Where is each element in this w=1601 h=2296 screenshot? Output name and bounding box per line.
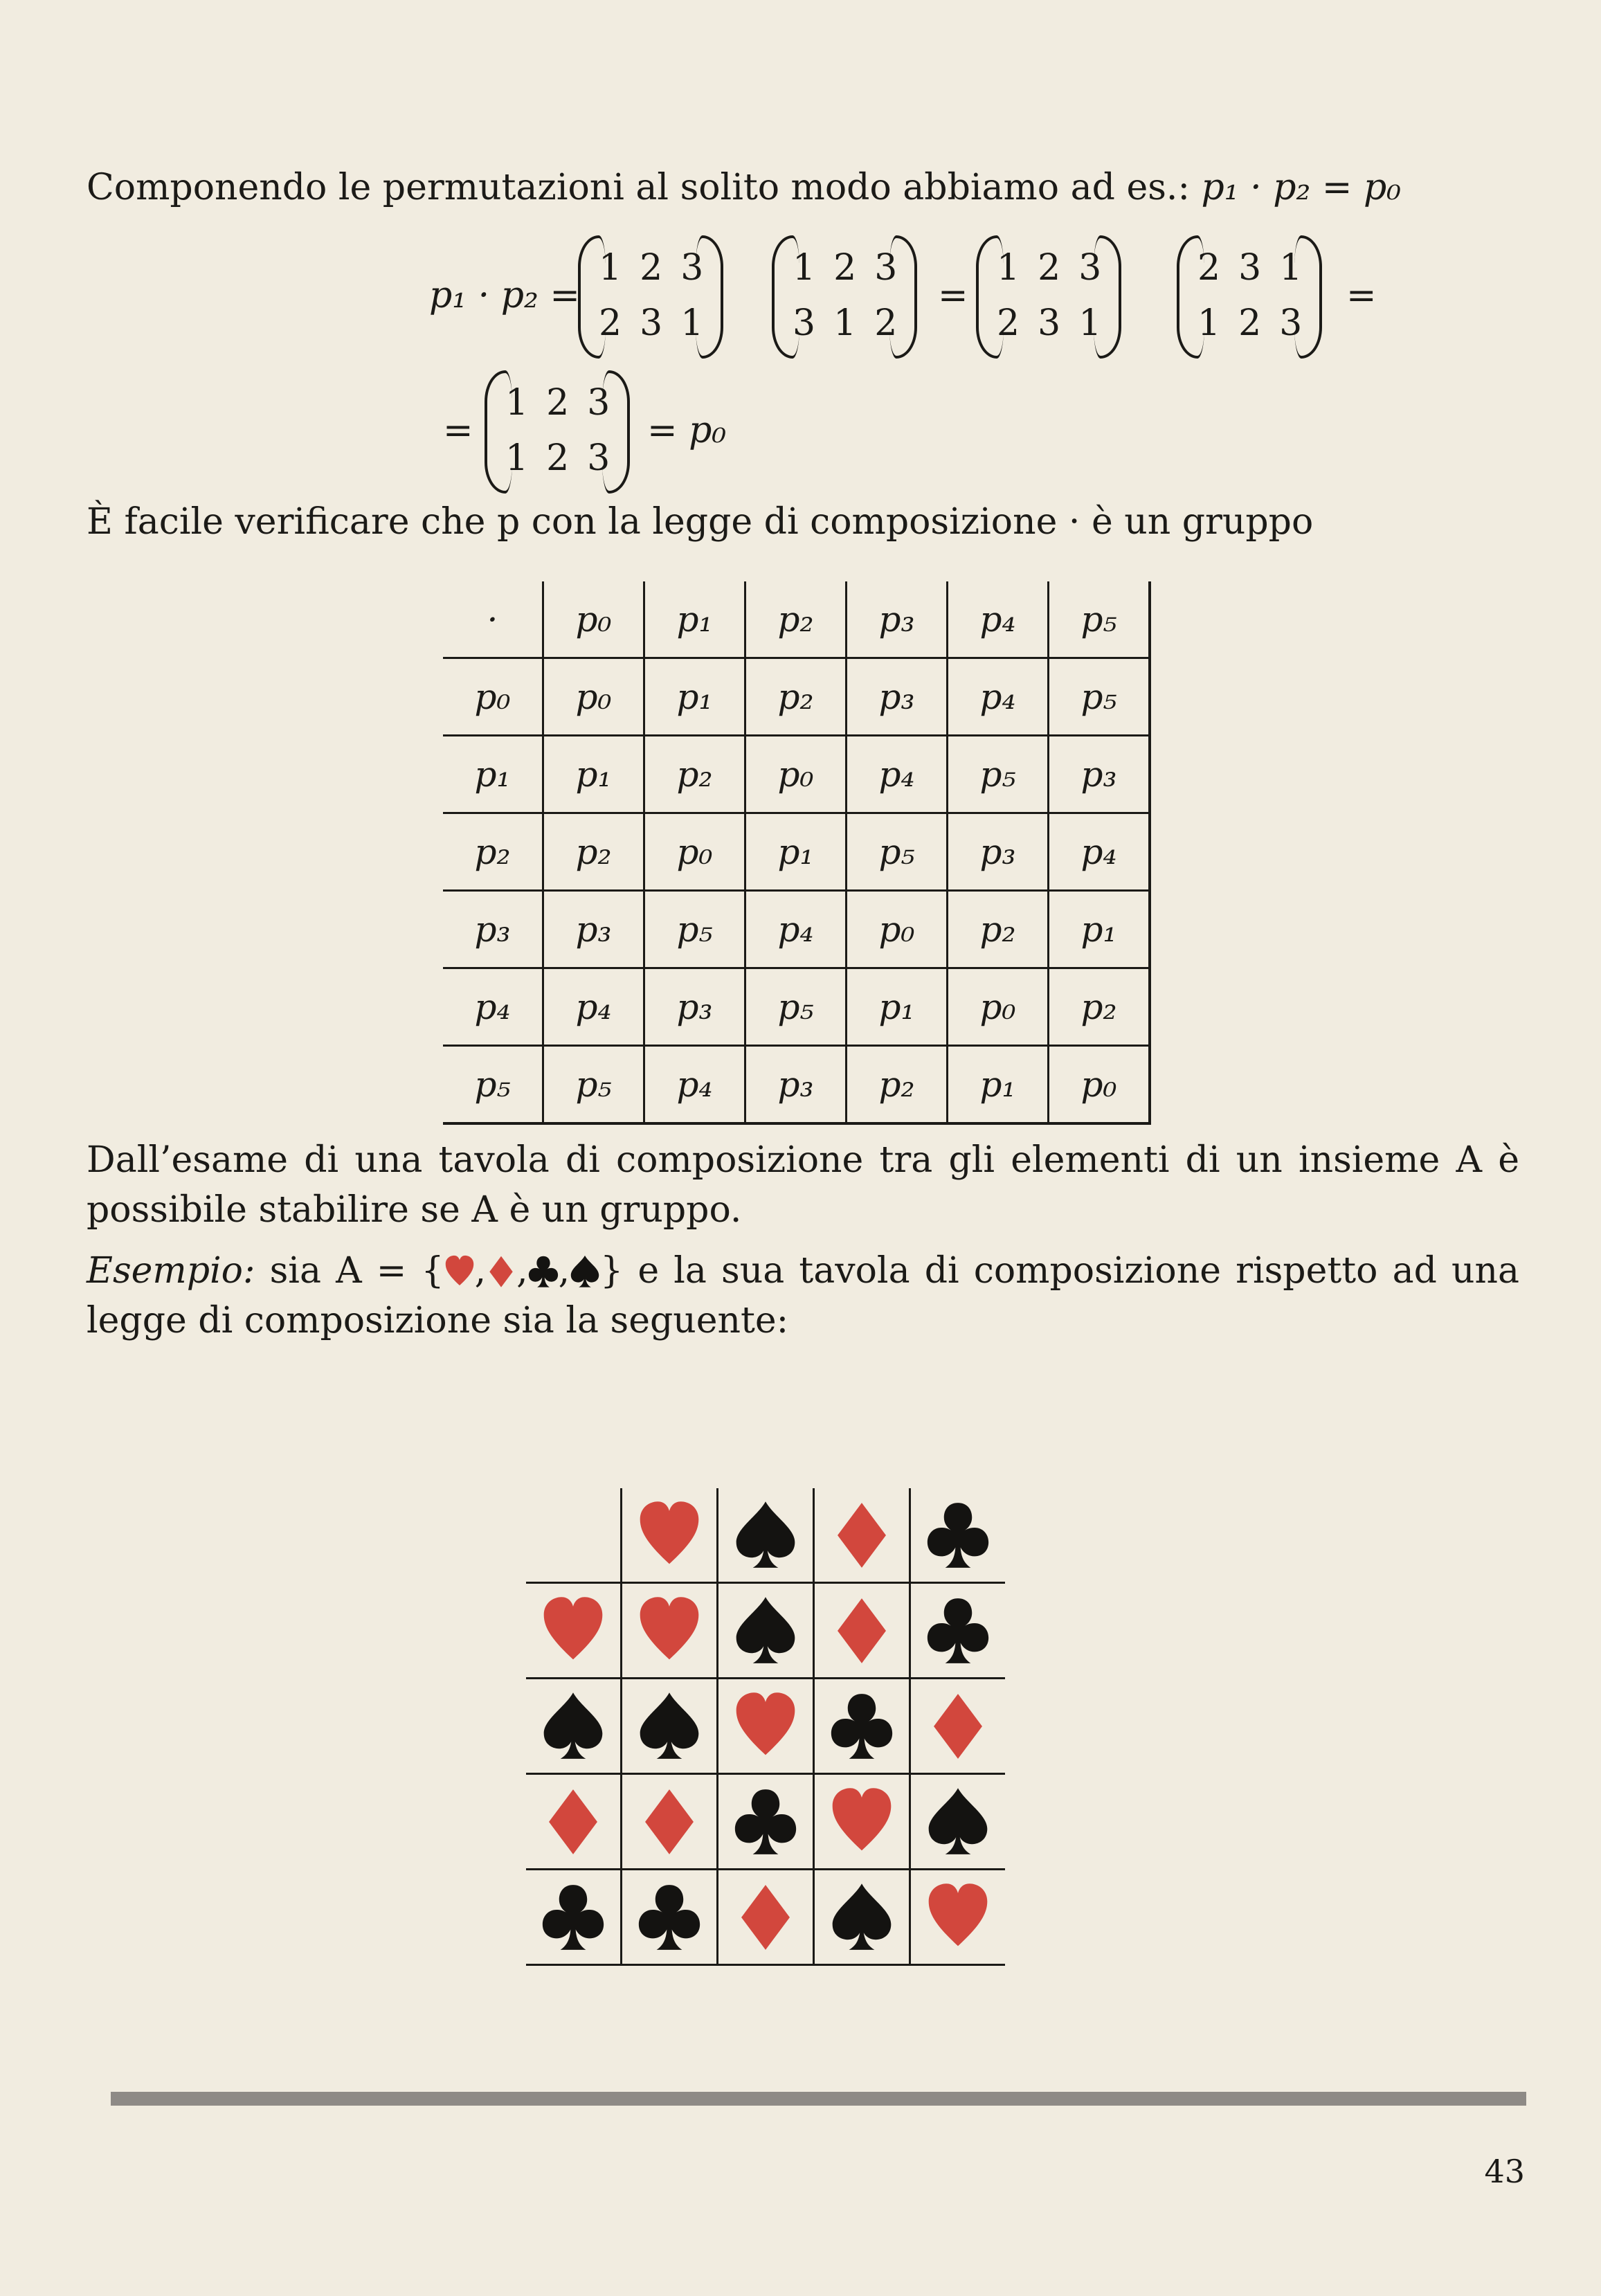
- club-icon: [911, 1499, 1005, 1571]
- perm-table-cell: p₅: [1049, 658, 1150, 736]
- example-text-after: } e la sua tavola di composizione rispetto ad una legge di composizione sia la seguente:: [87, 1250, 1520, 1341]
- suit-table-row: [526, 1679, 1005, 1774]
- club-icon: [815, 1690, 909, 1762]
- perm-table-cell: p₂: [847, 1046, 948, 1124]
- matrix-row: [997, 246, 1101, 290]
- matrix-entry: 2: [640, 247, 663, 289]
- suit-table-cell: [622, 1774, 718, 1870]
- product-lhs-text: p₁ · p₂ =: [429, 275, 580, 316]
- matrix-entry: 3: [874, 247, 898, 289]
- perm-table-cell: p₁: [644, 658, 745, 736]
- suit-composition-table: [526, 1488, 1005, 1966]
- diamond-icon: [526, 1786, 620, 1858]
- spade-icon: [815, 1881, 909, 1953]
- perm-table-row: [443, 658, 1150, 736]
- perm-table-cell: p₀: [543, 658, 644, 736]
- matrix-rows: [505, 381, 610, 480]
- paren-right: [696, 235, 723, 359]
- perm-table-corner: ·: [443, 581, 543, 658]
- matrix-entry: 1: [1279, 247, 1303, 289]
- club-icon: [526, 1881, 620, 1953]
- matrix-row: [599, 246, 703, 290]
- conclusion-paragraph: [87, 1135, 1519, 1235]
- heart-icon: [911, 1881, 1005, 1953]
- matrix-entry: 3: [587, 382, 610, 424]
- perm-table-cell: p₅: [847, 813, 948, 891]
- perm-table-header-row: [443, 581, 1150, 658]
- suit-table-cell: [622, 1583, 718, 1679]
- perm-table-cell: p₀: [847, 891, 948, 968]
- product-lhs: [429, 273, 580, 318]
- perm-table-cell: p₄: [745, 891, 847, 968]
- diamond-icon: [622, 1786, 716, 1858]
- suit-table-cell: [526, 1583, 622, 1679]
- suit-table-cell: [910, 1774, 1006, 1870]
- heart-icon: [718, 1690, 813, 1762]
- matrix-entry: 3: [680, 247, 704, 289]
- suit-table-cell: [910, 1679, 1006, 1774]
- spade-icon: [718, 1499, 813, 1571]
- club-icon: [911, 1595, 1005, 1667]
- diamond-icon: [486, 1250, 516, 1292]
- spade-icon: [718, 1595, 813, 1667]
- heart-icon: [622, 1595, 716, 1667]
- spade-icon: [911, 1786, 1005, 1858]
- matrix-entry: 2: [833, 247, 857, 289]
- suit-table-cell: [814, 1488, 910, 1583]
- perm-table-cell: p₂: [948, 891, 1049, 968]
- matrix-entry: 3: [1279, 302, 1303, 344]
- suit-table-cell: [526, 1870, 622, 1965]
- club-icon: [622, 1881, 716, 1953]
- paren-right: [889, 235, 917, 359]
- product-eq: [938, 273, 968, 318]
- perm-table-cell: p₅: [644, 891, 745, 968]
- intro-formula: p₁ · p₂ = p₀: [1201, 167, 1402, 208]
- product-eq-text: =: [938, 275, 968, 316]
- perm-table-row-label: p₀: [443, 658, 543, 736]
- spade-icon: [570, 1250, 600, 1292]
- matrix-entry: 2: [997, 302, 1020, 344]
- perm-table-cell: p₀: [644, 813, 745, 891]
- matrix-entry: 3: [1078, 247, 1102, 289]
- perm-table-row-label: p₁: [443, 736, 543, 813]
- perm-table-cell: p₁: [543, 736, 644, 813]
- perm-table-cell: p₁: [847, 968, 948, 1046]
- heart-icon: [526, 1595, 620, 1667]
- suit-table-cell: [622, 1679, 718, 1774]
- matrix-row: [505, 381, 610, 425]
- perm-table-row-label: p₂: [443, 813, 543, 891]
- perm-table-row-label: p₃: [443, 891, 543, 968]
- perm-table-cell: p₀: [948, 968, 1049, 1046]
- matrix-entry: 3: [640, 302, 663, 344]
- perm-table-row: [443, 813, 1150, 891]
- suit-table-cell: [910, 1870, 1006, 1965]
- matrix-rows: [599, 246, 703, 345]
- matrix-entry: 1: [505, 437, 529, 479]
- suit-table-cell: [814, 1679, 910, 1774]
- page-number: 43: [1484, 2153, 1525, 2190]
- suit-table-cell: [910, 1488, 1006, 1583]
- perm-table-cell: p₂: [644, 736, 745, 813]
- matrix-entry: 1: [1197, 302, 1221, 344]
- matrix-entry: 2: [1197, 247, 1221, 289]
- matrix-entry: 2: [1038, 247, 1061, 289]
- suit-table-cell: [814, 1774, 910, 1870]
- perm-table-cell: p₅: [543, 1046, 644, 1124]
- perm-table-cell: p₄: [847, 736, 948, 813]
- paren-right: [602, 370, 630, 494]
- suit-table-cell: [718, 1774, 814, 1870]
- perm-table-cell: p₁: [948, 1046, 1049, 1124]
- perm-table-header-cell: p₂: [745, 581, 847, 658]
- perm-table-header-cell: p₁: [644, 581, 745, 658]
- perm-table-header-cell: p₀: [543, 581, 644, 658]
- suit-table-cell: [622, 1870, 718, 1965]
- perm-table-row: [443, 1046, 1150, 1124]
- suit-table-row: [526, 1488, 1005, 1583]
- perm-table-cell: p₀: [745, 736, 847, 813]
- matrix-row: [997, 301, 1101, 345]
- matrix-row: [1197, 301, 1302, 345]
- matrix-rows: [997, 246, 1101, 345]
- suit-table-cell: [526, 1774, 622, 1870]
- suit-table-cell: [814, 1583, 910, 1679]
- suit-table-cell: [718, 1583, 814, 1679]
- matrix-row: [1197, 246, 1302, 290]
- matrix-entry: 2: [1238, 302, 1262, 344]
- example-label: Esempio:: [87, 1250, 255, 1292]
- matrix-entry: 2: [546, 382, 570, 424]
- perm-table-row: [443, 891, 1150, 968]
- paren-right: [1094, 235, 1121, 359]
- heart-icon: [815, 1786, 909, 1858]
- perm-table-header-cell: p₄: [948, 581, 1049, 658]
- perm-table-cell: p₃: [644, 968, 745, 1046]
- suit-table-cell: [622, 1488, 718, 1583]
- heart-icon: [622, 1499, 716, 1571]
- suit-table-row: [526, 1583, 1005, 1679]
- product-result-text: = p₀: [647, 410, 727, 451]
- intro-paragraph: [87, 163, 1519, 213]
- perm-table-row-label: p₅: [443, 1046, 543, 1124]
- matrix-entry: 3: [793, 302, 816, 344]
- matrix-entry: 1: [997, 247, 1020, 289]
- suit-table-cell: [526, 1679, 622, 1774]
- suit-set: , , ,: [444, 1250, 601, 1292]
- perm-table-cell: p₄: [543, 968, 644, 1046]
- perm-table-row-label: p₄: [443, 968, 543, 1046]
- example-paragraph: [87, 1246, 1519, 1346]
- paren-right: [1294, 235, 1322, 359]
- perm-table-row: [443, 736, 1150, 813]
- perm-table-cell: p₅: [948, 736, 1049, 813]
- product-trailing-eq: [1346, 273, 1377, 318]
- matrix-entry: 2: [599, 302, 622, 344]
- matrix-entry: 3: [587, 437, 610, 479]
- perm-table-cell: p₄: [948, 658, 1049, 736]
- matrix-entry: 3: [1038, 302, 1061, 344]
- perm-table-cell: p₃: [543, 891, 644, 968]
- club-icon: [718, 1786, 813, 1858]
- heart-icon: [444, 1250, 475, 1292]
- matrix-entry: 1: [1078, 302, 1102, 344]
- suit-table-cell: [526, 1488, 622, 1583]
- perm-table-header-cell: p₅: [1049, 581, 1150, 658]
- suit-table-cell: [814, 1870, 910, 1965]
- perm-table-row: [443, 968, 1150, 1046]
- perm-table-cell: p₃: [1049, 736, 1150, 813]
- matrix-row: [505, 436, 610, 480]
- perm-table-cell: p₂: [543, 813, 644, 891]
- product-trailing-eq-text: =: [1346, 275, 1377, 316]
- spade-icon: [526, 1690, 620, 1762]
- diamond-icon: [911, 1690, 1005, 1762]
- line2-eq-text: =: [443, 410, 473, 451]
- diamond-icon: [718, 1881, 813, 1953]
- suit-table-row: [526, 1870, 1005, 1965]
- product-result: [647, 408, 726, 453]
- suit-table-cell: [718, 1679, 814, 1774]
- matrix-entry: 2: [546, 437, 570, 479]
- perm-table-cell: p₃: [847, 658, 948, 736]
- line2-eq: [443, 408, 473, 453]
- perm-table-cell: p₄: [644, 1046, 745, 1124]
- suit-table-row: [526, 1774, 1005, 1870]
- example-text-before: sia A = {: [269, 1250, 444, 1292]
- perm-table-cell: p₀: [1049, 1046, 1150, 1124]
- page-divider-bar: [111, 2092, 1526, 2106]
- spade-icon: [622, 1690, 716, 1762]
- perm-table-cell: p₃: [948, 813, 1049, 891]
- perm-table-cell: p₄: [1049, 813, 1150, 891]
- club-icon: [528, 1250, 559, 1292]
- matrix-entry: 3: [1238, 247, 1262, 289]
- matrix-entry: 1: [833, 302, 857, 344]
- perm-table-cell: p₃: [745, 1046, 847, 1124]
- group-paragraph: [87, 497, 1519, 547]
- matrix-entry: 2: [874, 302, 898, 344]
- perm-table-cell: p₅: [745, 968, 847, 1046]
- matrix-row: [793, 301, 897, 345]
- diamond-icon: [815, 1595, 909, 1667]
- matrix-entry: 1: [505, 382, 529, 424]
- perm-table-header-cell: p₃: [847, 581, 948, 658]
- matrix-entry: 1: [793, 247, 816, 289]
- intro-text: Componendo le permutazioni al solito modo abbiamo ad es.:: [87, 167, 1190, 208]
- matrix-entry: 1: [599, 247, 622, 289]
- perm-table-cell: p₂: [1049, 968, 1150, 1046]
- perm-table-cell: p₂: [745, 658, 847, 736]
- matrix-rows: [793, 246, 897, 345]
- matrix-row: [793, 246, 897, 290]
- conclusion-text: Dall’esame di una tavola di composizione tra gli elementi di un insieme A è possibile stabilire se A è un gruppo.: [87, 1139, 1519, 1231]
- group-text: È facile verificare che p con la legge di composizione · è un gruppo: [87, 501, 1314, 543]
- perm-table-cell: p₁: [745, 813, 847, 891]
- suit-table-cell: [718, 1488, 814, 1583]
- matrix-entry: 1: [680, 302, 704, 344]
- matrix-rows: [1197, 246, 1302, 345]
- diamond-icon: [815, 1499, 909, 1571]
- suit-table-cell: [718, 1870, 814, 1965]
- matrix-row: [599, 301, 703, 345]
- permutation-table: [443, 581, 1151, 1125]
- perm-table-cell: p₁: [1049, 891, 1150, 968]
- suit-table-cell: [910, 1583, 1006, 1679]
